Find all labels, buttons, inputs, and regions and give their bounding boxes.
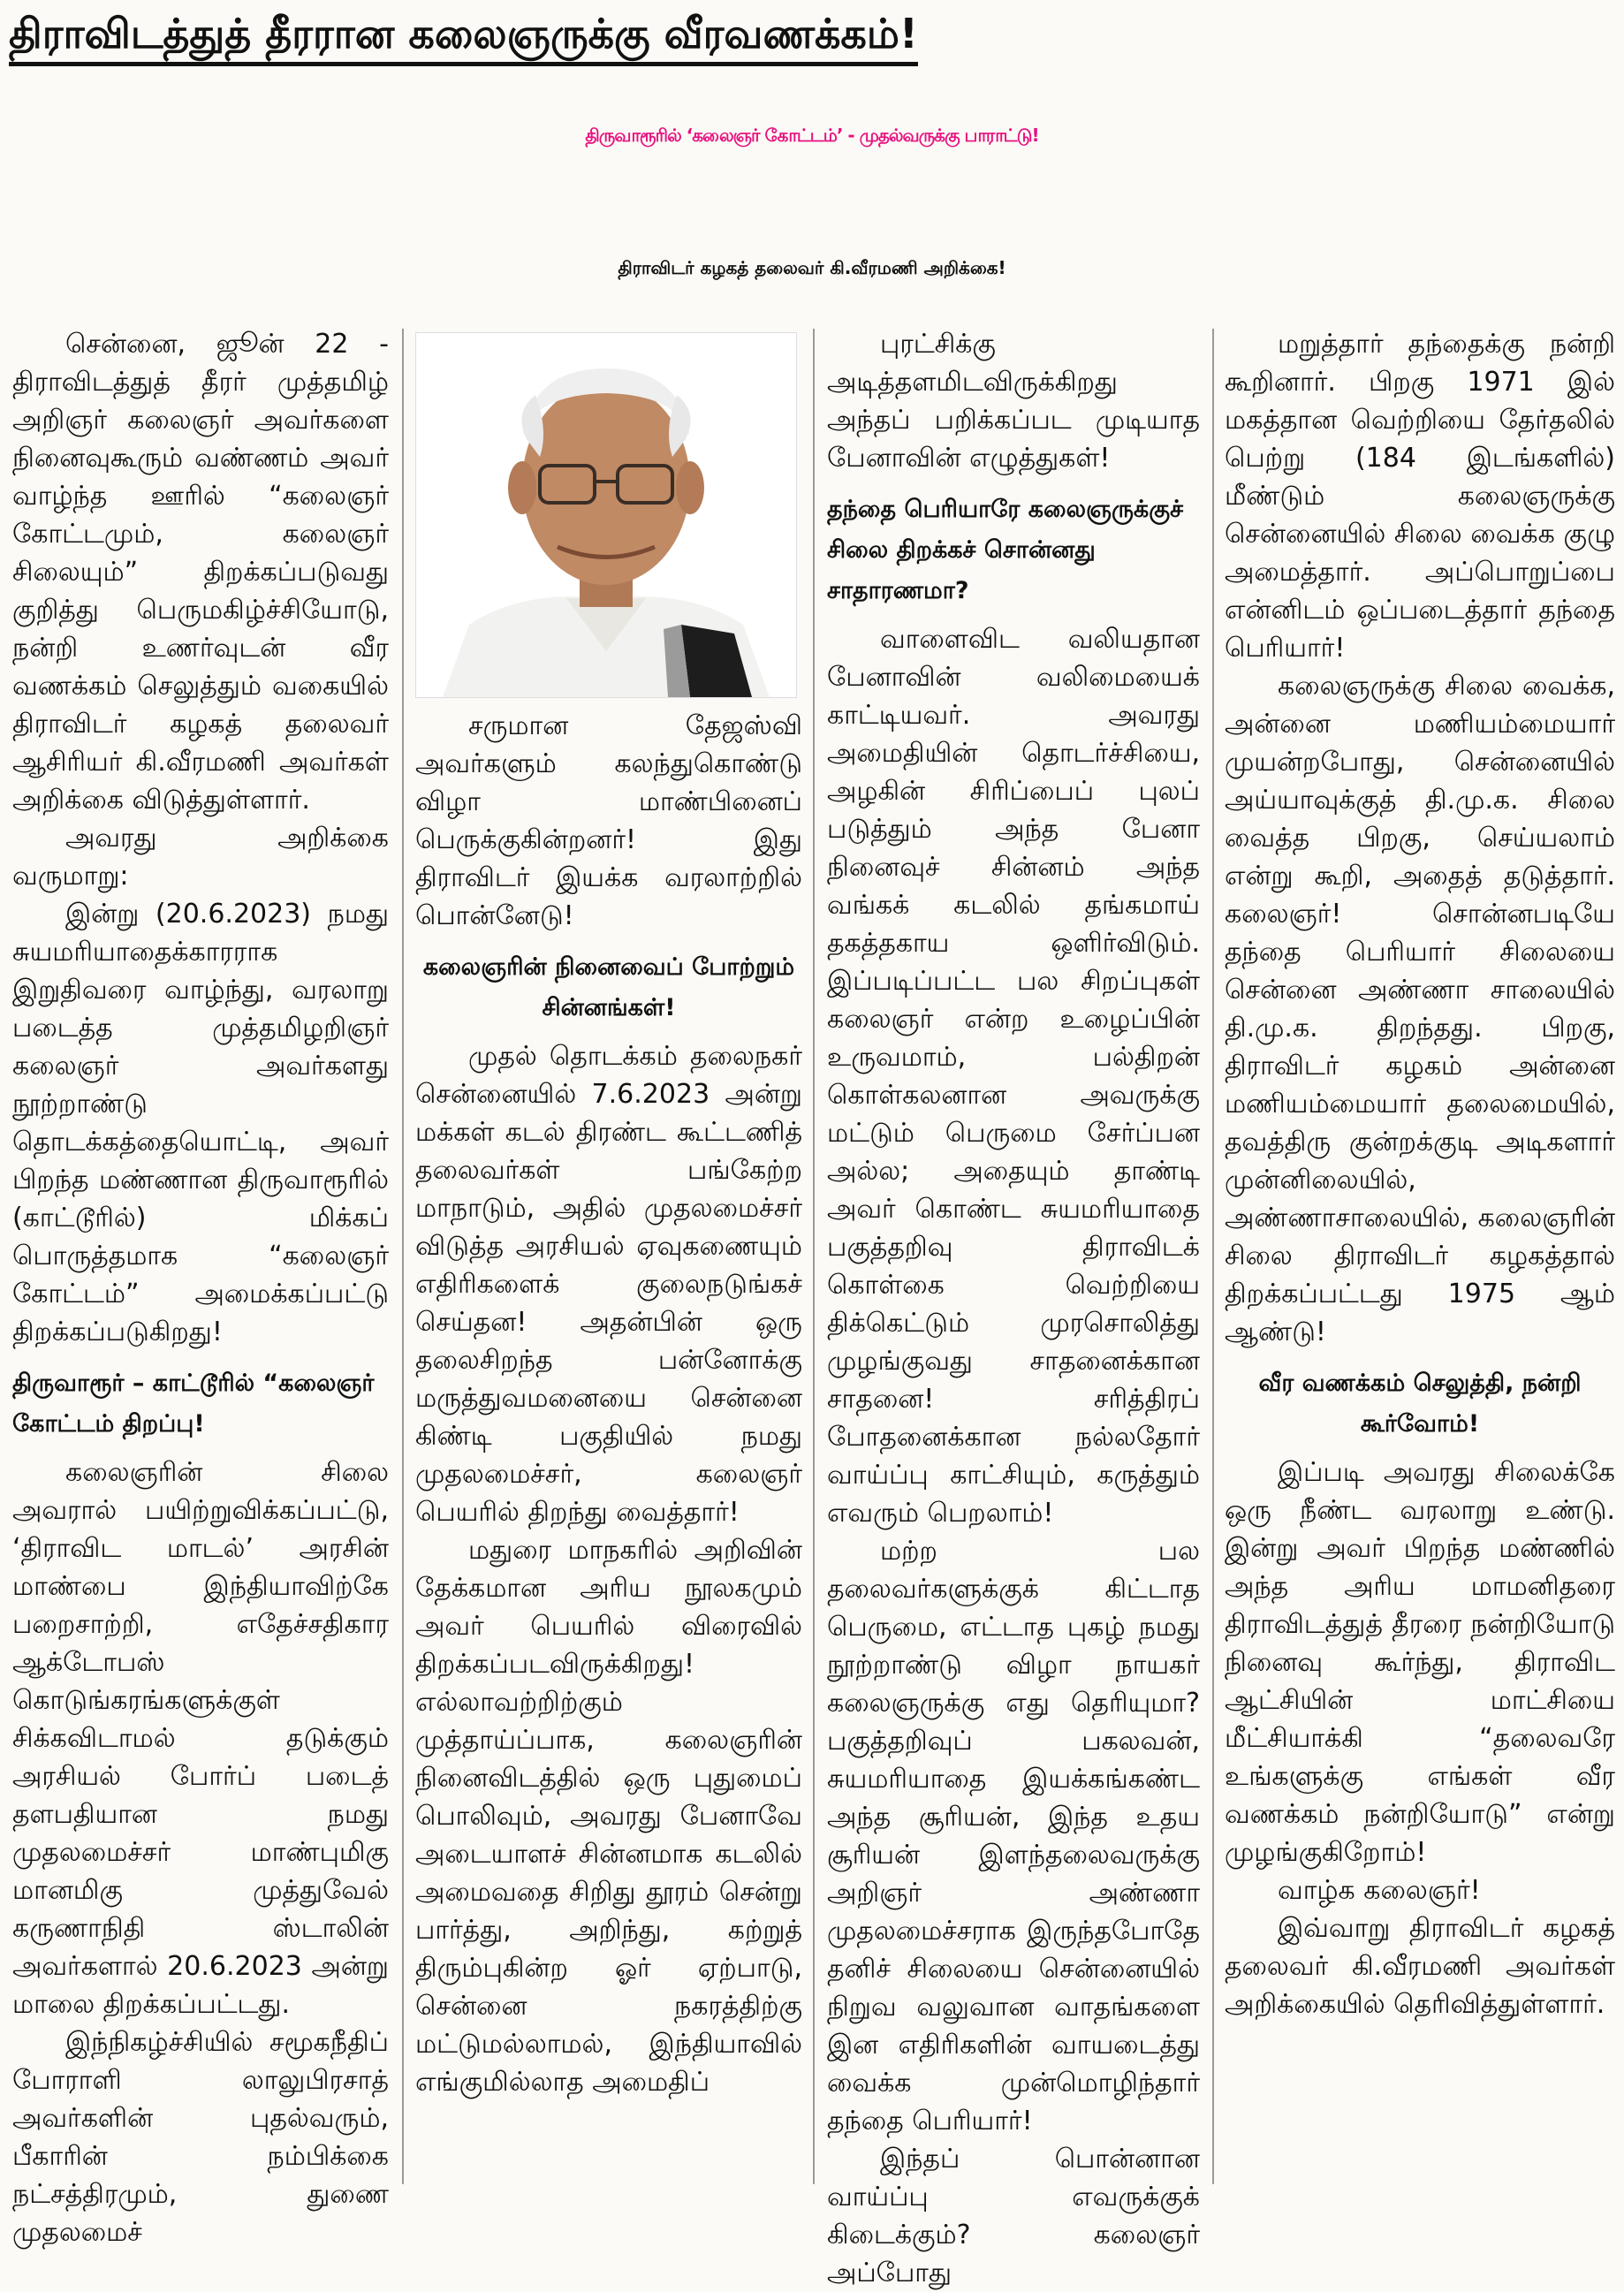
section-heading: கலைஞரின் நினைவைப் போற்றும் சின்னங்கள்! (422, 953, 795, 1021)
column-divider (813, 329, 815, 2184)
kicker-line: திராவிடத்துத் தீரரான கலைஞருக்கு வீரவணக்கம்! (9, 7, 918, 66)
article-column-1 (12, 325, 389, 2248)
article-column-4 (1225, 325, 1615, 2190)
paragraph: மறுத்தார் தந்தைக்கு நன்றி கூறினார். பிறகு 1971 இல் மகத்தான வெற்றியை தேர்தலில் பெற்று (184 இடங்களில்) மீண்டும் கலைஞருக்கு சென்னையில் சிலை வைக்க குழு அமைத்தார். அப்பொறுப்பை என்னிடம் ஒப்படைத்தார் தந்தை பெரியார்! (1225, 329, 1615, 664)
paragraph: இப்படி அவரது சிலைக்கே ஒரு நீண்ட வரலாறு உண்டு. இன்று அவர் பிறந்த மண்ணில் அந்த அரிய மாமனிதரை திராவிடத்துத் தீரரை நன்றியோடு நினைவு கூர்ந்து, திராவிட ஆட்சியின் மாட்சியை மீட்சியாக்கி “தலைவரே உங்களுக்கு எங்கள் வீர வணக்கம் நன்றியோடு” என்று முழங்குகிறோம்! (1225, 1457, 1615, 1868)
paragraph: சென்னை, ஜூன் 22 - திராவிடத்துத் தீரர் முத்தமிழ் அறிஞர் கலைஞர் அவர்களை நினைவுகூரும் வண்ணம் அவர் வாழ்ந்த ஊரில் “கலைஞர் கோட்டமும், கலைஞர் சிலையும்” திறக்கப்படுவது குறித்து பெருமகிழ்ச்சியோடு, நன்றி உணர்வுடன் வீர வணக்கம் செலுத்தும் வகையில் திராவிடர் கழகத் தலைவர் ஆசிரியர் கி.வீரமணி அவர்கள் அறிக்கை விடுத்துள்ளார். (12, 329, 389, 816)
subheadline: திராவிடர் கழகத் தலைவர் கி.வீரமணி அறிக்கை! (618, 257, 1006, 278)
paragraph: முதல் தொடக்கம் தலைநகர் சென்னையில் 7.6.2023 அன்று மக்கள் கடல் திரண்ட கூட்டணித் தலைவர்கள் பங்கேற்ற மாநாடும், அதில் முதலமைச்சர் விடுத்த அரசியல் ஏவுகணையும் எதிரிகளைக் குலைநடுங்கச் செய்தன! அதன்பின் ஒரு தலைசிறந்த பன்னோக்கு மருத்துவமனையை சென்னை கிண்டி பகுதியில் நமது முதலமைச்சர், கலைஞர் பெயரில் திறந்து வைத்தார்! (415, 1041, 802, 1528)
paragraph: வாளைவிட வலியதான பேனாவின் வலிமையைக் காட்டியவர். அவரது அமைதியின் தொடர்ச்சியை, அழகின் சிரிப்பைப் புலப் படுத்தும் அந்த பேனா நினைவுச் சின்னம் அந்த வங்கக் கடலில் தங்கமாய் தகத்தகாய ஒளிர்விடும். இப்படிப்பட்ட பல சிறப்புகள் கலைஞர் என்ற உழைப்பின் உருவமாம், பல்திறன் கொள்கலனான அவருக்கு மட்டும் பெருமை சேர்ப்பன அல்ல; அதையும் தாண்டி அவர் கொண்ட சுயமரியாதை பகுத்தறிவு திராவிடக் கொள்கை வெற்றியை திக்கெட்டும் முரசொலித்து முழங்குவது சாதனைக்கான சாதனை! சரித்திரப் போதனைக்கான நல்லதோர் வாய்ப்பு காட்சியும், கருத்தும் எவரும் பெறலாம்! (827, 624, 1200, 1529)
paragraph: அவரது அறிக்கை வருமாறு: (12, 823, 389, 892)
section-heading: வீர வணக்கம் செலுத்தி, நன்றி கூர்வோம்! (1258, 1370, 1582, 1438)
section-heading: திருவாரூர் – காட்டூரில் “கலைஞர் கோட்டம் திறப்பு! (12, 1370, 375, 1438)
paragraph: கலைஞருக்கு சிலை வைக்க, அன்னை மணியம்மையார் முயன்றபோது, சென்னையில் அய்யாவுக்குத் தி.மு.க. சிலை வைத்த பிறகு, செய்யலாம் என்று கூறி, அதைத் தடுத்தார். கலைஞர்! சொன்னபடியே தந்தை பெரியார் சிலையை சென்னை அண்ணா சாலையில் தி.மு.க. திறந்தது. பிறகு, திராவிடர் கழகம் அன்னை மணியம்மையார் தலைமையில், தவத்திரு குன்றக்குடி அடிகளார் முன்னிலையில், அண்ணாசாலையில், கலைஞரின் சிலை திராவிடர் கழகத்தால் திறக்கப்பட்டது 1975 ஆம் ஆண்டு! (1225, 671, 1615, 1347)
article-column-2 (415, 707, 802, 2191)
paragraph: மதுரை மாநகரில் அறிவின் தேக்கமான அரிய நூலகமும் அவர் பெயரில் விரைவில் திறக்கப்படவிருக்கிறது! எல்லாவற்றிற்கும் முத்தாய்ப்பாக, கலைஞரின் நினைவிடத்தில் ஒரு புதுமைப் பொலிவும், அவரது பேனாவே அடையாளச் சின்னமாக கடலில் அமைவதை சிறிது தூரம் சென்று பார்த்து, அறிந்து, கற்றுத் திரும்புகின்ற ஓர் ஏற்பாடு, சென்னை நகரத்திற்கு மட்டுமல்லாமல், இந்தியாவில் எங்குமில்லாத அமைதிப் (415, 1535, 802, 2098)
paragraph: வாழ்க கலைஞர்! (1278, 1875, 1481, 1906)
column-divider (402, 329, 404, 2184)
paragraph: இவ்வாறு திராவிடர் கழகத் தலைவர் கி.வீரமணி அவர்கள் அறிக்கையில் தெரிவித்துள்ளார். (1225, 1913, 1615, 2020)
section-heading: தந்தை பெரியாரே கலைஞருக்குச் சிலை திறக்கச் சொன்னது சாதாரணமா? (827, 496, 1184, 604)
paragraph: சருமான தேஜஸ்வி அவர்களும் கலந்துகொண்டு விழா மாண்பினைப் பெருக்குகின்றனர்! இது திராவிடர் இயக்க வரலாற்றில் பொன்னேடு! (415, 710, 802, 931)
paragraph: புரட்சிக்கு அடித்தளமிடவிருக்கிறது அந்தப் பறிக்கப்பட முடியாத பேனாவின் எழுத்துகள்! (827, 329, 1200, 474)
paragraph: மற்ற பல தலைவர்களுக்குக் கிட்டாத பெருமை, எட்டாத புகழ் நமது நூற்றாண்டு விழா நாயகர் கலைஞருக்கு எது தெரியுமா? பகுத்தறிவுப் பகலவன், சுயமரியாதை இயக்கங்கண்ட அந்த சூரியன், இந்த உதய சூரியன் இளந்தலைவருக்கு அறிஞர் அண்ணா முதலமைச்சராக இருந்தபோதே தனிச் சிலையை சென்னையில் நிறுவ வலுவான வாதங்களை இன எதிரிகளின் வாயடைத்து வைக்க முன்மொழிந்தார் தந்தை பெரியார்! (827, 1536, 1200, 2136)
paragraph: இந்தப் பொன்னான வாய்ப்பு எவருக்குக் கிடைக்கும்? கலைஞர் அப்போது (827, 2144, 1200, 2288)
paragraph: இன்று (20.6.2023) நமது சுயமரியாதைக்காரராக இறுதிவரை வாழ்ந்து, வரலாறு படைத்த முத்தமிழறிஞர் கலைஞர் அவர்களது நூற்றாண்டு தொடக்கத்தையொட்டி, அவர் பிறந்த மண்ணான திருவாரூரில் (காட்டூரில்) மிக்கப் பொருத்தமாக “கலைஞர் கோட்டம்” அமைக்கப்பட்டு திறக்கப்படுகிறது! (12, 899, 389, 1347)
column-divider (1212, 329, 1214, 2184)
article-column-3 (827, 325, 1200, 2288)
paragraph: கலைஞரின் சிலை அவரால் பயிற்றுவிக்கப்பட்டு, ‘திராவிட மாடல்’ அரசின் மாண்பை இந்தியாவிற்கே பறைசாற்றி, எதேச்சதிகார ஆக்டோபஸ் கொடுங்கரங்களுக்குள் சிக்கவிடாமல் தடுக்கும் அரசியல் போர்ப் படைத் தளபதியான நமது முதலமைச்சர் மாண்புமிகு மானமிகு முத்துவேல் கருணாநிதி ஸ்டாலின் அவர்களால் 20.6.2023 அன்று மாலை திறக்கப்பட்டது. (12, 1457, 389, 2020)
author-photo (415, 332, 797, 698)
headline: திருவாரூரில் ‘கலைஞர் கோட்டம்’ - முதல்வருக்கு பாராட்டு! (585, 125, 1039, 146)
paragraph: இந்நிகழ்ச்சியில் சமூகநீதிப் போராளி லாலுபிரசாத் அவர்களின் புதல்வரும், பீகாரின் நம்பிக்கை நட்சத்திரமும், துணை முதலமைச் (12, 2027, 389, 2248)
